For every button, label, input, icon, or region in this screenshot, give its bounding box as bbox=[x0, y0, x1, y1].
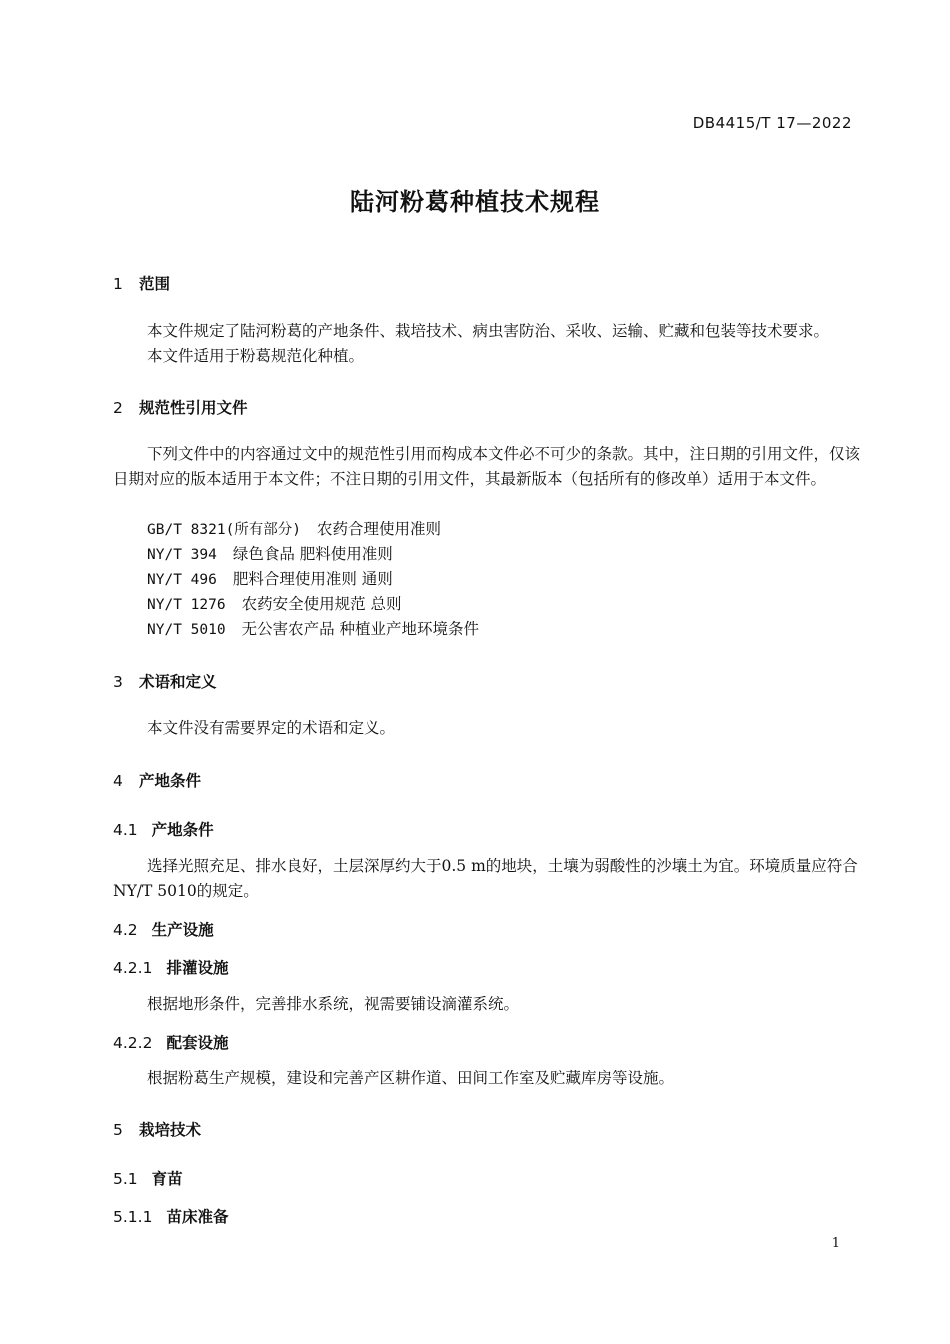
reference-title: 绿色食品 肥料使用准则 bbox=[232, 545, 393, 563]
subsection-number: 4.2 bbox=[113, 921, 138, 939]
paragraph: 下列文件中的内容通过文中的规范性引用而构成本文件必不可少的条款。其中，注日期的引用文件，仅该日期对应的版本适用于本文件；不注日期的引用文件，其最新版本（包括所有的修改单）适用于本文件。 bbox=[113, 445, 861, 488]
section-number: 3 bbox=[113, 673, 123, 691]
page-number: 1 bbox=[831, 1236, 840, 1251]
subsection-5-1-1-heading bbox=[113, 1205, 228, 1227]
subsection-4-2-2-heading bbox=[113, 1031, 228, 1053]
section-title: 范围 bbox=[139, 275, 171, 293]
section-number: 2 bbox=[113, 399, 123, 417]
subsection-4-1-heading bbox=[113, 818, 214, 840]
subsection-4-2-heading bbox=[113, 918, 214, 940]
reference-title: 无公害农产品 种植业产地环境条件 bbox=[241, 620, 480, 638]
subsection-number: 4.1 bbox=[113, 821, 138, 839]
reference-title: 肥料合理使用准则 通则 bbox=[232, 570, 393, 588]
paragraph: 根据粉葛生产规模，建设和完善产区耕作道、田间工作室及贮藏库房等设施。 bbox=[147, 1069, 675, 1087]
subsection-4-2-1-heading bbox=[113, 956, 228, 978]
paragraph: 本文件适用于粉葛规范化种植。 bbox=[147, 347, 365, 365]
section-number: 1 bbox=[113, 275, 123, 293]
reference-title: 农药合理使用准则 bbox=[317, 520, 442, 538]
reference-item bbox=[147, 617, 479, 639]
reference-code: NY/T 1276 bbox=[147, 597, 226, 613]
section-number: 5 bbox=[113, 1121, 123, 1139]
section-title: 栽培技术 bbox=[139, 1121, 202, 1139]
subsection-title: 苗床准备 bbox=[166, 1208, 229, 1226]
reference-code: NY/T 496 bbox=[147, 572, 217, 588]
paragraph: 根据地形条件，完善排水系统，视需要铺设滴灌系统。 bbox=[147, 995, 520, 1013]
section-1-heading bbox=[113, 272, 170, 294]
reference-item bbox=[147, 542, 393, 564]
section-5-heading bbox=[113, 1118, 201, 1140]
document-title: 陆河粉葛种植技术规程 bbox=[350, 188, 600, 216]
document-code: DB4415/T 17—2022 bbox=[692, 114, 852, 132]
section-title: 术语和定义 bbox=[139, 673, 217, 691]
section-title: 规范性引用文件 bbox=[139, 399, 248, 417]
subsection-title: 生产设施 bbox=[151, 921, 214, 939]
paragraph: 选择光照充足、排水良好，土层深厚约大于0.5 m的地块，土壤为弱酸性的沙壤土为宜。环境质量应符合NY/T 5010的规定。 bbox=[113, 857, 858, 900]
subsection-5-1-heading bbox=[113, 1167, 183, 1189]
subsection-number: 4.2.1 bbox=[113, 959, 153, 977]
subsection-number: 4.2.2 bbox=[113, 1034, 153, 1052]
section-4-heading bbox=[113, 769, 201, 791]
section-number: 4 bbox=[113, 772, 123, 790]
subsection-number: 5.1.1 bbox=[113, 1208, 153, 1226]
reference-code: NY/T 5010 bbox=[147, 622, 226, 638]
subsection-title: 排灌设施 bbox=[166, 959, 229, 977]
subsection-number: 5.1 bbox=[113, 1170, 138, 1188]
reference-code: NY/T 394 bbox=[147, 547, 217, 563]
section-2-heading bbox=[113, 396, 248, 418]
paragraph: 本文件没有需要界定的术语和定义。 bbox=[147, 719, 396, 737]
subsection-title: 育苗 bbox=[151, 1170, 183, 1188]
reference-title: 农药安全使用规范 总则 bbox=[241, 595, 402, 613]
paragraph: 本文件规定了陆河粉葛的产地条件、栽培技术、病虫害防治、采收、运输、贮藏和包装等技术要求。 bbox=[147, 322, 830, 340]
reference-code: GB/T 8321(所有部分) bbox=[147, 522, 302, 538]
reference-item bbox=[147, 592, 402, 614]
reference-item bbox=[147, 567, 393, 589]
reference-item bbox=[147, 517, 441, 539]
subsection-title: 配套设施 bbox=[166, 1034, 229, 1052]
section-3-heading bbox=[113, 670, 217, 692]
section-title: 产地条件 bbox=[139, 772, 202, 790]
subsection-title: 产地条件 bbox=[151, 821, 214, 839]
